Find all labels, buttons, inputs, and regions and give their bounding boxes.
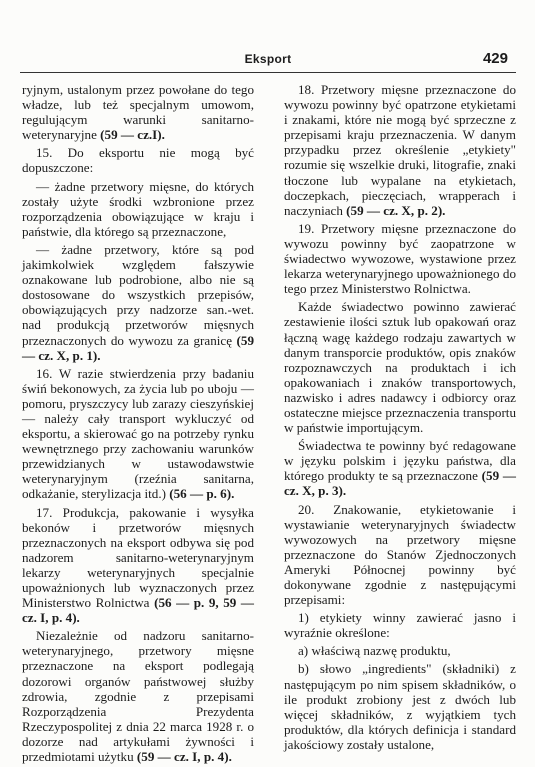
paragraph [22,628,254,764]
paragraph-text: — żadne przetwory, które są pod jakimkolwiek względem fałszywie oznakowane lub podrobione, albo nie są dostosowane do wszystkich przepisów, obowiązujących przy nadzorze san.-wet. nad produkcją przetworów mięsnych przeznaczonych do wywozu za granicę [22,241,254,348]
paragraph [22,179,254,239]
paragraph-text: 1) etykiety winny zawierać jasno i wyraźnie określone: [284,610,516,641]
paragraph [284,438,516,498]
paragraph [284,610,516,640]
citation-ref: (59 — cz. I, p. 4). [136,749,232,765]
paragraph [284,502,516,608]
citation-ref: (56 — p. 9, 59 — cz. I, p. 4). [22,595,255,626]
paragraph [284,221,516,296]
paragraph-text: 16. W razie stwierdzenia przy badaniu świń bekonowych, za życia lub po uboju — pomoru, pryszczycy lub zarazy cieszyńskiej — należy cały transport wykluczyć od eksportu, a skierować go na potrzeby rynku wewnętrznego przy zachowaniu warunków przewidzianych w ustawodawstwie weterynaryjnym (rzeźnia sanitarna, odkażanie, sterylizacja itd.) [22,365,254,502]
citation-ref: (59 — cz. X, p. 2). [346,202,446,218]
paragraph-text: ryjnym, ustalonym przez powołane do tego władze, lub też specjalnym umowom, regulującym warunki sanitarno-weterynaryjne [22,82,254,143]
citation-ref: (59 — cz.I). [100,127,165,143]
right-column [284,82,516,755]
paragraph [284,643,516,658]
paragraph-text: Każde świadectwo powinno zawierać zestawienie ilości sztuk lub opakowań oraz łączną wagę każdego rodzaju zawartych w danym transporcie produktów, opis znaków rozpoznawczych na produktach i ich opakowaniach i znaków transportowych, nazwisko i adres nadawcy i odbiorcy oraz ostateczne miejsce przeznaczenia transportu w państwie importującym. [284,299,516,436]
paragraph [284,299,516,435]
header-rule [20,72,516,73]
paragraph [22,366,254,502]
paragraph-text: Świadectwa te powinny być redagowane w języku polskim i języku państwa, dla którego produkty te są przeznaczone [284,438,516,484]
running-header [20,48,516,70]
paragraph [22,505,254,626]
citation-ref: (59 — cz. X, p. 1). [22,332,254,363]
paragraph [284,661,516,752]
paragraph-text: 17. Produkcja, pakowanie i wysyłka bekonów i przetworów mięsnych przeznaczonych na eksport odbywa się pod nadzorem sanitarno-weterynaryjnym lekarzy weterynaryjnych specjalnie upoważnionych lub wyznaczonych przez Ministerstwo Rolnictwa [22,504,254,611]
paragraph-text: 18. Przetwory mięsne przeznaczone do wywozu powinny być opatrzone etykietami i znakami, które nie mogą być sprzeczne z przepisami kraju przeznaczenia. W danym przypadku przez określenie „etykiety" rozumie się wszelkie druki, litografie, znaki tłoczone lub wypalane na etykietach, doczepkach, pieczęciach, wrapperach i naczyniach [284,82,516,218]
paragraph-text: b) słowo „ingredients" (składniki) z następującym po nim spisem składników, o ile produkt zrobiony jest z dwóch lub więcej składników, z wyjątkiem tych produktów, dla których definicja i standard jakościowy zostały ustalone, [284,661,516,752]
paragraph-text: Niezależnie od nadzoru sanitarno-weterynaryjnego, przetwory mięsne przeznaczone na eksport podlegają dozorowi organów państwowej służby zdrowia, zgodnie z przepisami Rozporządzenia Prezydenta Rzeczypospolitej z dnia 22 marca 1928 r. o dozorze nad artykułami żywności i przedmiotami użytku [22,628,254,765]
paragraph-text: 15. Do eksportu nie mogą być dopuszczone: [22,145,254,176]
left-column [22,82,254,767]
paragraph-text: 20. Znakowanie, etykietowanie i wystawianie weterynaryjnych świadectw wywozowych na przetwory mięsne przeznaczone do Stanów Zjednoczonych Ameryki Północnej powinny być dokonywane zgodnie z następującymi przepisami: [284,501,516,608]
header-title: Eksport [244,52,292,66]
paragraph-text: — żadne przetwory mięsne, do których zostały użyte środki wzbronione przez rozporządzenia obowiązujące w kraju i państwie, dla którego są przeznaczone, [22,178,254,239]
paragraph-text: a) właściwą nazwę produktu, [298,643,451,659]
page-number: 429 [482,50,508,67]
paragraph [284,82,516,218]
paragraph [22,145,254,175]
paragraph-text: 19. Przetwory mięsne przeznaczone do wywozu powinny być zaopatrzone w świadectwo wywozowe, wystawione przez lekarza weterynaryjnego upoważnionego do tego przez Ministerstwo Rolnictwa. [284,220,516,297]
paragraph [22,82,254,142]
citation-ref: (56 — p. 6). [169,486,235,502]
citation-ref: (59 — cz. X, p. 3). [284,468,516,499]
paragraph [22,242,254,363]
